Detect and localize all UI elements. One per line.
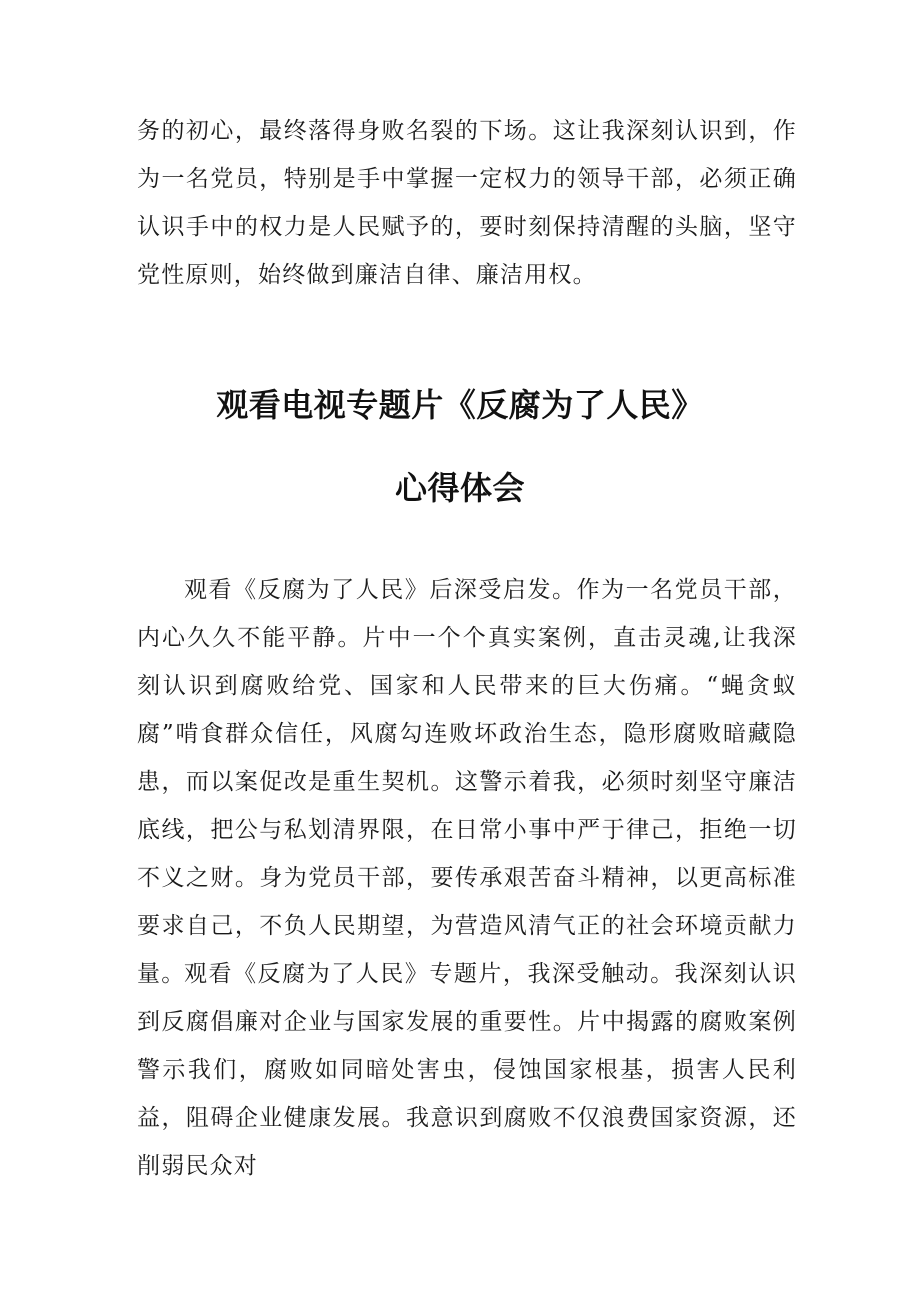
body-paragraph-2: 观看《反腐为了人民》专题片，我深受触动。我深刻认识到反腐倡廉对企业与国家发展的重要性。片中揭露的腐败案例警示我们，腐败如同暗处害虫，侵蚀国家根基，损害人民利益，阻碍企业健康发展。我意识到腐败不仅浪费国家资源，还削弱民众对 — [137, 961, 797, 1179]
document-title-line-1: 观看电视专题片《反腐为了人民》 — [216, 386, 704, 424]
body-paragraph-1: 观看《反腐为了人民》后深受启发。作为一名党员干部，内心久久不能平静。片中一个个真实案例，直击灵魂,让我深刻认识到腐败给党、国家和人民带来的巨大伤痛。“蝇贪蚁腐”啃食群众信任，风腐勾连败坏政治生态，隐形腐败暗藏隐患，而以案促改是重生契机。这警示着我，必须时刻坚守廉洁底线，把公与私划清界限，在日常小事中严于律己，拒绝一切不义之财。身为党员干部，要传承艰苦奋斗精神，以更高标准要求自己，不负人民期望，为营造风清气正的社会环境贡献力量。 — [137, 577, 797, 987]
document-title-line-2: 心得体会 — [394, 469, 525, 507]
continuation-paragraph: 务的初心，最终落得身败名裂的下场。这让我深刻认识到，作为一名党员，特别是手中掌握一定权力的领导干部，必须正确认识手中的权力是人民赋予的，要时刻保持清醒的头脑，坚守党性原则，始终做到廉洁自律、廉洁用权。 — [137, 118, 797, 288]
